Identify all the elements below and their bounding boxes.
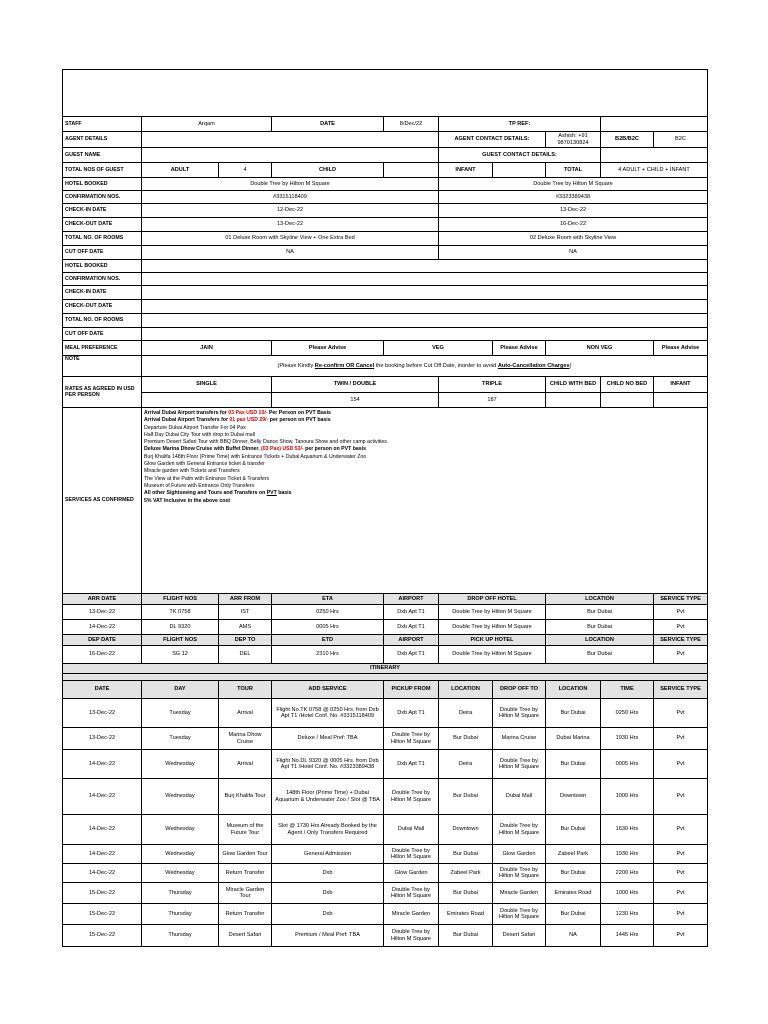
itinerary-header — [63, 681, 708, 699]
arrival-row-cell: Dxb Apt T1 — [384, 620, 439, 635]
arrivals-header-cell: DROP OFF HOTEL — [439, 594, 546, 605]
itinerary-cell: Bur Dubai — [546, 815, 601, 845]
departure-row-cell: DEL — [219, 646, 272, 664]
itinerary-cell: Glow Garden — [384, 864, 439, 883]
itinerary-cell: Marina Dhow Cruise — [219, 728, 272, 750]
hotel-1-cutoff: NA — [142, 246, 439, 260]
arrivals-header-cell: ARR DATE — [63, 594, 142, 605]
itinerary-cell: Pvt — [654, 779, 708, 815]
arrival-row — [63, 620, 708, 635]
arrival-row-cell: AMS — [219, 620, 272, 635]
itinerary-header-cell: LOCATION — [546, 681, 601, 699]
infant-label: INFANT — [439, 163, 493, 178]
itinerary-cell: 13-Dec-22 — [63, 699, 142, 728]
cut-off-label: CUT OFF DATE — [63, 246, 142, 260]
service-text: Burj Khalifa 148th Floor (Prime Time) with Entrance Tickets + Dubai Aquarium & Underwater Zoo — [144, 453, 367, 460]
rates-label: RATES AS AGREED IN USD PER PERSON — [63, 377, 142, 408]
itinerary-spacer — [63, 674, 708, 681]
service-text: All other Sightseeing and Tours and Transfers on — [144, 490, 267, 497]
departures-header-cell: AIRPORT — [384, 635, 439, 646]
itinerary-cell: Double Tree by Hilton M Square — [493, 864, 546, 883]
service-text: Arrival Dubai Airport transfers for — [144, 410, 229, 416]
itinerary-cell: 1000 Hrs — [601, 779, 654, 815]
itinerary-cell: Emirates Road — [546, 883, 601, 904]
itinerary-cell: Zabeel Park — [439, 864, 493, 883]
arrival-row-cell: Pvt — [654, 620, 708, 635]
service-suffix: per person on PVT basis — [303, 446, 366, 453]
itinerary-cell: Bur Dubai — [439, 728, 493, 750]
total-label: TOTAL — [546, 163, 601, 178]
itinerary-cell: 14-Dec-22 — [63, 815, 142, 845]
itinerary-cell: Dubai Marina — [546, 728, 601, 750]
itinerary-cell: 15-Dec-22 — [63, 883, 142, 904]
hotel-2-name: Double Tree by Hilton M Square — [439, 178, 708, 191]
itinerary-cell: Dubai Mall — [384, 815, 439, 845]
departure-row-cell: Bur Dubai — [546, 646, 654, 664]
itinerary-cell: Dxb Apt T1 — [384, 750, 439, 779]
departures-header — [63, 635, 708, 646]
itinerary-title-row — [63, 664, 708, 674]
hotel-booked-label: HOTEL BOOKED — [63, 178, 142, 191]
itinerary-cell: Flight No.DL 9320 @ 0005 Hrs. from Dxb Apt T1 /Hotel Conf. No. #3323389438 — [272, 750, 384, 779]
arrival-row-cell: 13-Dec-22 — [63, 605, 142, 620]
itinerary-cell: Dubai Mall — [493, 779, 546, 815]
itinerary-cell: Downtown — [439, 815, 493, 845]
guest-contact-value — [601, 148, 708, 163]
arrival-row — [63, 605, 708, 620]
itinerary-row — [63, 845, 708, 864]
itinerary-row — [63, 925, 708, 947]
itinerary-cell: Marina Cruise — [493, 728, 546, 750]
itinerary-cell: Bur Dubai — [546, 904, 601, 925]
hotel-2-conf: #3323389438 — [439, 191, 708, 204]
itinerary-cell: Downtown — [546, 779, 601, 815]
itinerary-cell: Bur Dubai — [439, 779, 493, 815]
rate-triple-value: 187 — [439, 393, 546, 408]
arrival-row-cell: IST — [219, 605, 272, 620]
service-pvt: PVT — [266, 490, 277, 497]
arrivals-header-cell: SERVICE TYPE — [654, 594, 708, 605]
itinerary-header-cell: DATE — [63, 681, 142, 699]
staff-label: STAFF — [63, 117, 142, 132]
arrival-row-cell: Double Tree by Hilton M Square — [439, 620, 546, 635]
rate-infant-label: INFANT — [654, 377, 708, 393]
arrival-row-cell: 0005 Hrs — [272, 620, 384, 635]
rate-single-label: SINGLE — [142, 377, 272, 393]
service-item — [144, 498, 705, 505]
itinerary-cell: Dxb — [272, 904, 384, 925]
itinerary-cell: Thursday — [142, 925, 219, 947]
service-item — [144, 454, 705, 461]
itinerary-cell: 1630 Hrs — [601, 815, 654, 845]
service-item — [144, 461, 705, 468]
rooms-label-2: TOTAL NO. OF ROOMS — [63, 314, 142, 328]
service-text: Deluxe Marina Dhow Cruise with Buffet Dinner. — [144, 446, 262, 453]
check-in-label: CHECK-IN DATE — [63, 204, 142, 218]
service-text: Arrival Dubai Airport Transfers for — [144, 417, 230, 424]
itinerary-cell: Wednesday — [142, 845, 219, 864]
itinerary-cell: Tuesday — [142, 728, 219, 750]
itinerary-cell: Emirates Road — [439, 904, 493, 925]
itinerary-cell: Pvt — [654, 864, 708, 883]
itinerary-cell: Return Transfer — [219, 864, 272, 883]
itinerary-cell: 14-Dec-22 — [63, 750, 142, 779]
itinerary-cell: Flight No.TK 0758 @ 0250 Hrs. from Dxb Apt T1 /Hotel Conf. No. #3315118409 — [272, 699, 384, 728]
itinerary-cell: Bur Dubai — [439, 883, 493, 904]
service-price: 01 pax USD 29/- — [229, 417, 269, 424]
itinerary-cell: Pvt — [654, 750, 708, 779]
itinerary-cell: Desert Safari — [493, 925, 546, 947]
service-text: Half Day Dubai City Tour with drop to Dubai mall — [144, 431, 255, 438]
hotel-1-rooms: 01 Deluxe Room with Skyline View + One Extra Bed — [142, 232, 439, 246]
guest-name-label: GUEST NAME — [63, 148, 142, 163]
itinerary-header-cell: TOUR — [219, 681, 272, 699]
departures-header-cell: DEP TO — [219, 635, 272, 646]
itinerary-cell: 1230 Hrs — [601, 904, 654, 925]
itinerary-cell: Return Transfer — [219, 904, 272, 925]
date-value: 8/Dec/22 — [384, 117, 439, 132]
itinerary-row — [63, 699, 708, 728]
itinerary-cell: Zabeel Park — [546, 845, 601, 864]
staff-value: Arqam — [142, 117, 272, 132]
service-price: (03 Pax) USD 53/- — [261, 446, 304, 453]
arrival-row-cell: 0250 Hrs — [272, 605, 384, 620]
b2b-label: B2B/B2C — [601, 132, 654, 148]
adult-label: ADULT — [142, 163, 219, 178]
arrival-row-cell: Double Tree by Hilton M Square — [439, 605, 546, 620]
services-list — [142, 408, 708, 594]
itinerary-cell: Double Tree by Hilton M Square — [493, 699, 546, 728]
note-mid: the booking before Cut Off Date, inorder to avoid — [374, 362, 498, 369]
service-basis: basis — [276, 490, 292, 497]
service-suffix: per person on PVT basis — [268, 417, 331, 424]
departure-row-cell: 16-Dec-22 — [63, 646, 142, 664]
service-item — [144, 476, 705, 483]
departures-header-cell: FLIGHT NOS — [142, 635, 219, 646]
agent-details-value — [142, 132, 439, 148]
itinerary-cell: Wednesday — [142, 750, 219, 779]
arrivals-header-cell: AIRPORT — [384, 594, 439, 605]
service-item — [144, 446, 705, 453]
rate-cwb-label: CHILD WITH BED — [546, 377, 601, 393]
service-item — [144, 410, 705, 417]
itinerary-cell: Double Tree by Hilton M Square — [384, 883, 439, 904]
rate-triple-label: TRIPLE — [439, 377, 546, 393]
itinerary-cell: 15-Dec-22 — [63, 904, 142, 925]
itinerary-cell: 14-Dec-22 — [63, 845, 142, 864]
itinerary-cell: Pvt — [654, 904, 708, 925]
total-value: 4 ADULT + CHILD + INFANT — [601, 163, 708, 178]
arrival-row-cell: Pvt — [654, 605, 708, 620]
itinerary-cell: Double Tree by Hilton M Square — [493, 904, 546, 925]
itinerary-cell: Double Tree by Hilton M Square — [493, 750, 546, 779]
rate-twin-label: TWIN / DOUBLE — [272, 377, 439, 393]
itinerary-row — [63, 728, 708, 750]
guest-contact-label: GUEST CONTACT DETAILS: — [439, 148, 601, 163]
arrival-row-cell: 14-Dec-22 — [63, 620, 142, 635]
itinerary-cell: Dxb — [272, 883, 384, 904]
itinerary-cell: Miracle Garden Tour — [219, 883, 272, 904]
departures-header-cell: ETD — [272, 635, 384, 646]
itinerary-cell: Deira — [439, 699, 493, 728]
arrivals-header-cell: ARR FROM — [219, 594, 272, 605]
itinerary-cell: Pvt — [654, 815, 708, 845]
itinerary-cell: 1445 Hrs — [601, 925, 654, 947]
itinerary-cell: 2200 Hrs — [601, 864, 654, 883]
service-item — [144, 439, 705, 446]
itinerary-cell: 15-Dec-22 — [63, 925, 142, 947]
itinerary-cell: Tuesday — [142, 699, 219, 728]
itinerary-cell: 14-Dec-22 — [63, 864, 142, 883]
itinerary-cell: 0250 Hrs — [601, 699, 654, 728]
service-text: The View at the Palm with Entrance Ticket & Transfers — [144, 475, 270, 482]
rooms-label: TOTAL NO. OF ROOMS — [63, 232, 142, 246]
note-reconfirm: Re-confirm OR Cancel — [314, 362, 375, 369]
arrivals-header-cell: FLIGHT NOS — [142, 594, 219, 605]
service-item — [144, 417, 705, 424]
infant-value — [493, 163, 546, 178]
itinerary-row — [63, 864, 708, 883]
hotel-2-checkin: 13-Dec-22 — [439, 204, 708, 218]
arrival-row-cell: Bur Dubai — [546, 620, 654, 635]
rate-single-value — [142, 393, 272, 408]
itinerary-cell: General Admission — [272, 845, 384, 864]
hotel-2-rooms: 02 Deluxe Room with Skyline View — [439, 232, 708, 246]
hotel-1-conf: #3315118409 — [142, 191, 439, 204]
itinerary-cell: Bur Dubai — [546, 864, 601, 883]
itinerary-title: ITINERARY — [63, 664, 708, 674]
itinerary-header-cell: ADD SERVICE — [272, 681, 384, 699]
itinerary-cell: Double Tree by Hilton M Square — [384, 845, 439, 864]
check-out-label: CHECK-OUT DATE — [63, 218, 142, 232]
itinerary-cell: Double Tree by Hilton M Square — [384, 925, 439, 947]
itinerary-row — [63, 779, 708, 815]
rate-twin-value: 154 — [272, 393, 439, 408]
service-text: Miracle garden with Tickets and Transfers — [144, 468, 240, 475]
date-label: DATE — [272, 117, 384, 132]
total-guests-label: TOTAL NOS OF GUEST — [63, 163, 142, 178]
itinerary-row — [63, 904, 708, 925]
agent-details-label: AGENT DETAILS — [63, 132, 142, 148]
departures-header-cell: SERVICE TYPE — [654, 635, 708, 646]
itinerary-header-cell: SERVICE TYPE — [654, 681, 708, 699]
itinerary-cell: Miracle Garden — [384, 904, 439, 925]
arrival-row-cell: DL 9320 — [142, 620, 219, 635]
itinerary-cell: 1000 Hrs — [601, 883, 654, 904]
tour-voucher-sheet — [62, 69, 708, 947]
itinerary-cell: Thursday — [142, 904, 219, 925]
itinerary-header-cell: TIME — [601, 681, 654, 699]
itinerary-cell: Bur Dubai — [439, 925, 493, 947]
meal-jain-value: Please Advise — [272, 341, 384, 356]
hotel-booked-label-2: HOTEL BOOKED — [63, 260, 142, 273]
departure-row-cell: SG 12 — [142, 646, 219, 664]
hotel-2-checkout: 16-Dec-22 — [439, 218, 708, 232]
itinerary-cell: Wednesday — [142, 815, 219, 845]
itinerary-cell: 1930 Hrs — [601, 845, 654, 864]
meal-jain: JAIN — [142, 341, 272, 356]
arrival-row-cell: Dxb Apt T1 — [384, 605, 439, 620]
itinerary-cell: Pvt — [654, 728, 708, 750]
itinerary-cell: Miracle Garden — [493, 883, 546, 904]
confirmation-label: CONFIRMATION NOS. — [63, 191, 142, 204]
departure-row-cell: Double Tree by Hilton M Square — [439, 646, 546, 664]
service-item — [144, 490, 705, 497]
itinerary-cell: Slot @ 1730 Hrs Already Booked by the Agent / Only Transfers Required — [272, 815, 384, 845]
child-value — [384, 163, 439, 178]
agent-contact-value: Ashish: +91 9870130824 — [546, 132, 601, 148]
adult-value: 4 — [219, 163, 272, 178]
itinerary-cell: Double Tree by Hilton M Square — [384, 779, 439, 815]
note-text — [142, 356, 708, 377]
itinerary-cell: Burj Khalifa Tour — [219, 779, 272, 815]
itinerary-cell: Wednesday — [142, 864, 219, 883]
child-label: CHILD — [272, 163, 384, 178]
tp-ref-label: TP REF: — [439, 117, 601, 132]
itinerary-header-cell: DROP OFF TO — [493, 681, 546, 699]
itinerary-cell: Dxb Apt T1 — [384, 699, 439, 728]
itinerary-cell: Double Tree by Hilton M Square — [493, 815, 546, 845]
itinerary-row — [63, 815, 708, 845]
itinerary-cell: Premium / Meal Pref: TBA — [272, 925, 384, 947]
arrival-row-cell: TK 0758 — [142, 605, 219, 620]
arrivals-header-cell: LOCATION — [546, 594, 654, 605]
itinerary-header-cell: DAY — [142, 681, 219, 699]
itinerary-cell: 13-Dec-22 — [63, 728, 142, 750]
arrival-row-cell: Bur Dubai — [546, 605, 654, 620]
note-label: NOTE — [63, 356, 142, 377]
itinerary-cell: NA — [546, 925, 601, 947]
itinerary-cell: 14-Dec-22 — [63, 779, 142, 815]
service-item — [144, 483, 705, 490]
itinerary-cell: Glow Garden — [493, 845, 546, 864]
departures-header-cell: PICK UP HOTEL — [439, 635, 546, 646]
tp-ref-value — [601, 117, 708, 132]
itinerary-row — [63, 750, 708, 779]
itinerary-cell: Bur Dubai — [546, 750, 601, 779]
itinerary-cell: Arrival — [219, 699, 272, 728]
departure-row — [63, 646, 708, 664]
departure-row-cell: Dxb Apt T1 — [384, 646, 439, 664]
itinerary-cell: Museum of the Future Tour — [219, 815, 272, 845]
service-text: 5% VAT Inclusive in the above cost — [144, 497, 230, 504]
itinerary-cell: Deira — [439, 750, 493, 779]
itinerary-cell: 1930 Hrs — [601, 728, 654, 750]
service-item — [144, 425, 705, 432]
itinerary-cell: 0005 Hrs — [601, 750, 654, 779]
arrivals-header — [63, 594, 708, 605]
meal-pref-label: MEAL PREFERENCE — [63, 341, 142, 356]
itinerary-cell: Double Tree by Hilton M Square — [384, 728, 439, 750]
itinerary-cell: Pvt — [654, 845, 708, 864]
service-text: Museum of Future with Entrance Only Transfers — [144, 482, 255, 489]
meal-veg-value: Please Advise — [493, 341, 546, 356]
service-text: Departure Dubai Airport Transfer For 04 Pax — [144, 424, 246, 431]
note-charges: Auto-Cancellation Charges — [497, 362, 570, 369]
check-in-label-2: CHECK-IN DATE — [63, 286, 142, 300]
itinerary-cell: Desert Safari — [219, 925, 272, 947]
hotel-2-cutoff: NA — [439, 246, 708, 260]
itinerary-cell: Pvt — [654, 883, 708, 904]
meal-nonveg-value: Please Advise — [654, 341, 708, 356]
departures-header-cell: LOCATION — [546, 635, 654, 646]
itinerary-cell: 148th Floor (Prime Time) + Dubai Aquarium & Underwater Zoo / Slot @ TBA — [272, 779, 384, 815]
agent-contact-label: AGENT CONTACT DETAILS: — [439, 132, 546, 148]
itinerary-cell: Thursday — [142, 883, 219, 904]
check-out-label-2: CHECK-OUT DATE — [63, 300, 142, 314]
itinerary-cell: Wednesday — [142, 779, 219, 815]
meal-nonveg: NON VEG — [546, 341, 654, 356]
note-close: ) — [569, 362, 572, 369]
rate-cnb-label: CHILD NO BED — [601, 377, 654, 393]
service-text: Glow Garden with General Entrance ticket & transfer — [144, 461, 265, 468]
meal-veg: VEG — [384, 341, 493, 356]
itinerary-cell: Glow Garden Tour — [219, 845, 272, 864]
hotel-1-checkout: 13-Dec-22 — [142, 218, 439, 232]
hotel-1-name: Double Tree by Hilton M Square — [142, 178, 439, 191]
itinerary-cell: Dxb — [272, 864, 384, 883]
itinerary-cell: Pvt — [654, 699, 708, 728]
service-item — [144, 468, 705, 475]
itinerary-cell: Deluxe / Meal Pref: TBA — [272, 728, 384, 750]
departure-row-cell: 2310 Hrs — [272, 646, 384, 664]
service-item — [144, 432, 705, 439]
service-suffix: Per Person on PVT Basis — [267, 410, 331, 416]
arrivals-header-cell: ETA — [272, 594, 384, 605]
itinerary-cell: Bur Dubai — [439, 845, 493, 864]
cut-off-label-2: CUT OFF DATE — [63, 328, 142, 341]
departure-row-cell: Pvt — [654, 646, 708, 664]
itinerary-cell: Arrival — [219, 750, 272, 779]
itinerary-cell: Pvt — [654, 925, 708, 947]
hotel-1-checkin: 12-Dec-22 — [142, 204, 439, 218]
note-pre: (Please Kindly — [277, 362, 315, 369]
itinerary-header-cell: PICKUP FROM — [384, 681, 439, 699]
service-text: Premium Desert Safari Tour with BBQ Dinner, Belly Dance Show, Tanoura Show and other camp activities. — [144, 439, 389, 446]
b2b-value: B2C — [654, 132, 708, 148]
itinerary-row — [63, 883, 708, 904]
departures-header-cell: DEP DATE — [63, 635, 142, 646]
services-label: SERVICES AS CONFIRMED — [63, 408, 142, 594]
itinerary-cell: Bur Dubai — [546, 699, 601, 728]
blank-header-row — [63, 70, 708, 117]
itinerary-header-cell: LOCATION — [439, 681, 493, 699]
guest-name-value — [142, 148, 439, 163]
service-price: 03 Pax USD 10/- — [228, 410, 268, 416]
confirmation-label-2: CONFIRMATION NOS. — [63, 273, 142, 286]
